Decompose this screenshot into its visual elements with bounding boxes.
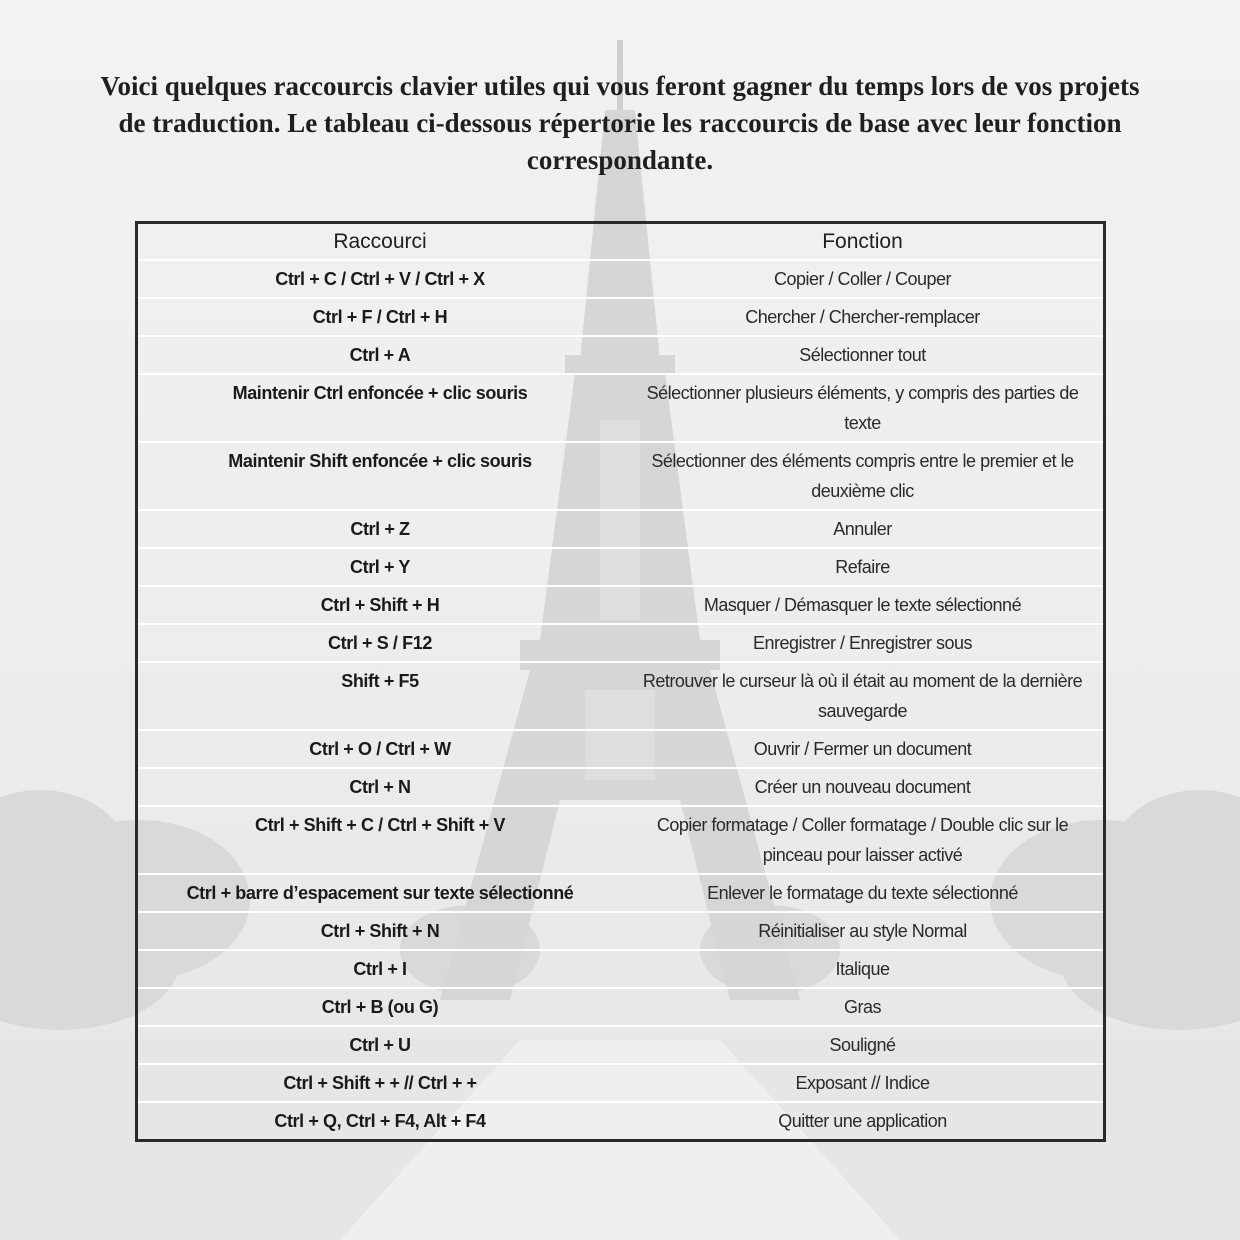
intro-paragraph: Voici quelques raccourcis clavier utiles qui vous feront gagner du temps lors de vos projets de traduction. Le tableau ci-dessous répertorie les raccourcis de base avec leur fonction correspondante. [100,71,1140,175]
shortcut-cell: Ctrl + barre d’espacement sur texte sélectionné [138,874,622,912]
table-row [138,806,1103,874]
shortcut-cell: Ctrl + I [138,950,622,988]
function-cell: Refaire [622,548,1103,586]
shortcut-cell: Maintenir Shift enfoncée + clic souris [138,442,622,510]
function-cell: Créer un nouveau document [622,768,1103,806]
table-row [138,950,1103,988]
shortcut-cell: Ctrl + Z [138,510,622,548]
table-header-row [138,224,1103,260]
function-cell: Sélectionner plusieurs éléments, y compris des parties de texte [622,374,1103,442]
function-cell: Enlever le formatage du texte sélectionné [622,874,1103,912]
function-cell: Sélectionner tout [622,336,1103,374]
function-cell: Italique [622,950,1103,988]
table-row [138,586,1103,624]
function-cell: Gras [622,988,1103,1026]
table-row [138,374,1103,442]
table-row [138,1102,1103,1139]
table-row [138,988,1103,1026]
table-row [138,768,1103,806]
function-cell: Souligné [622,1026,1103,1064]
table-row [138,442,1103,510]
table-row [138,662,1103,730]
shortcut-cell: Ctrl + C / Ctrl + V / Ctrl + X [138,260,622,298]
function-cell: Réinitialiser au style Normal [622,912,1103,950]
shortcut-cell: Ctrl + S / F12 [138,624,622,662]
table-body [138,260,1103,1139]
table-row [138,730,1103,768]
shortcut-cell: Shift + F5 [138,662,622,730]
shortcut-cell: Ctrl + Y [138,548,622,586]
table-row [138,874,1103,912]
column-header-shortcut: Raccourci [138,224,622,260]
table-row [138,260,1103,298]
shortcut-cell: Ctrl + N [138,768,622,806]
table-row [138,1026,1103,1064]
function-cell: Sélectionner des éléments compris entre le premier et le deuxième clic [622,442,1103,510]
function-cell: Retrouver le curseur là où il était au moment de la dernière sauvegarde [622,662,1103,730]
table-row [138,298,1103,336]
shortcut-cell: Ctrl + Shift + H [138,586,622,624]
function-cell: Copier formatage / Coller formatage / Double clic sur le pinceau pour laisser activé [622,806,1103,874]
table-row [138,624,1103,662]
function-cell: Ouvrir / Fermer un document [622,730,1103,768]
shortcut-cell: Ctrl + Shift + N [138,912,622,950]
shortcut-cell: Ctrl + U [138,1026,622,1064]
shortcut-cell: Ctrl + Q, Ctrl + F4, Alt + F4 [274,1111,486,1131]
shortcut-cell: Ctrl + B (ou G) [138,988,622,1026]
table-row [138,548,1103,586]
table-row [138,336,1103,374]
function-cell: Masquer / Démasquer le texte sélectionné [622,586,1103,624]
function-cell: Chercher / Chercher-remplacer [622,298,1103,336]
shortcut-cell: Ctrl + F / Ctrl + H [138,298,622,336]
function-cell: Quitter une application [778,1111,947,1131]
function-cell: Copier / Coller / Couper [622,260,1103,298]
shortcut-cell: Ctrl + Shift + C / Ctrl + Shift + V [138,806,622,874]
shortcut-cell: Maintenir Ctrl enfoncée + clic souris [138,374,622,442]
shortcut-cell: Ctrl + Shift + + // Ctrl + + [138,1064,622,1102]
shortcuts-table-container [135,221,1106,1142]
shortcuts-table [138,224,1103,1139]
shortcut-cell: Ctrl + A [138,336,622,374]
function-cell: Exposant // Indice [622,1064,1103,1102]
table-row [138,912,1103,950]
shortcut-cell: Ctrl + O / Ctrl + W [138,730,622,768]
table-row [138,510,1103,548]
table-row [138,1064,1103,1102]
column-header-function: Fonction [622,224,1103,260]
function-cell: Annuler [622,510,1103,548]
function-cell: Enregistrer / Enregistrer sous [622,624,1103,662]
